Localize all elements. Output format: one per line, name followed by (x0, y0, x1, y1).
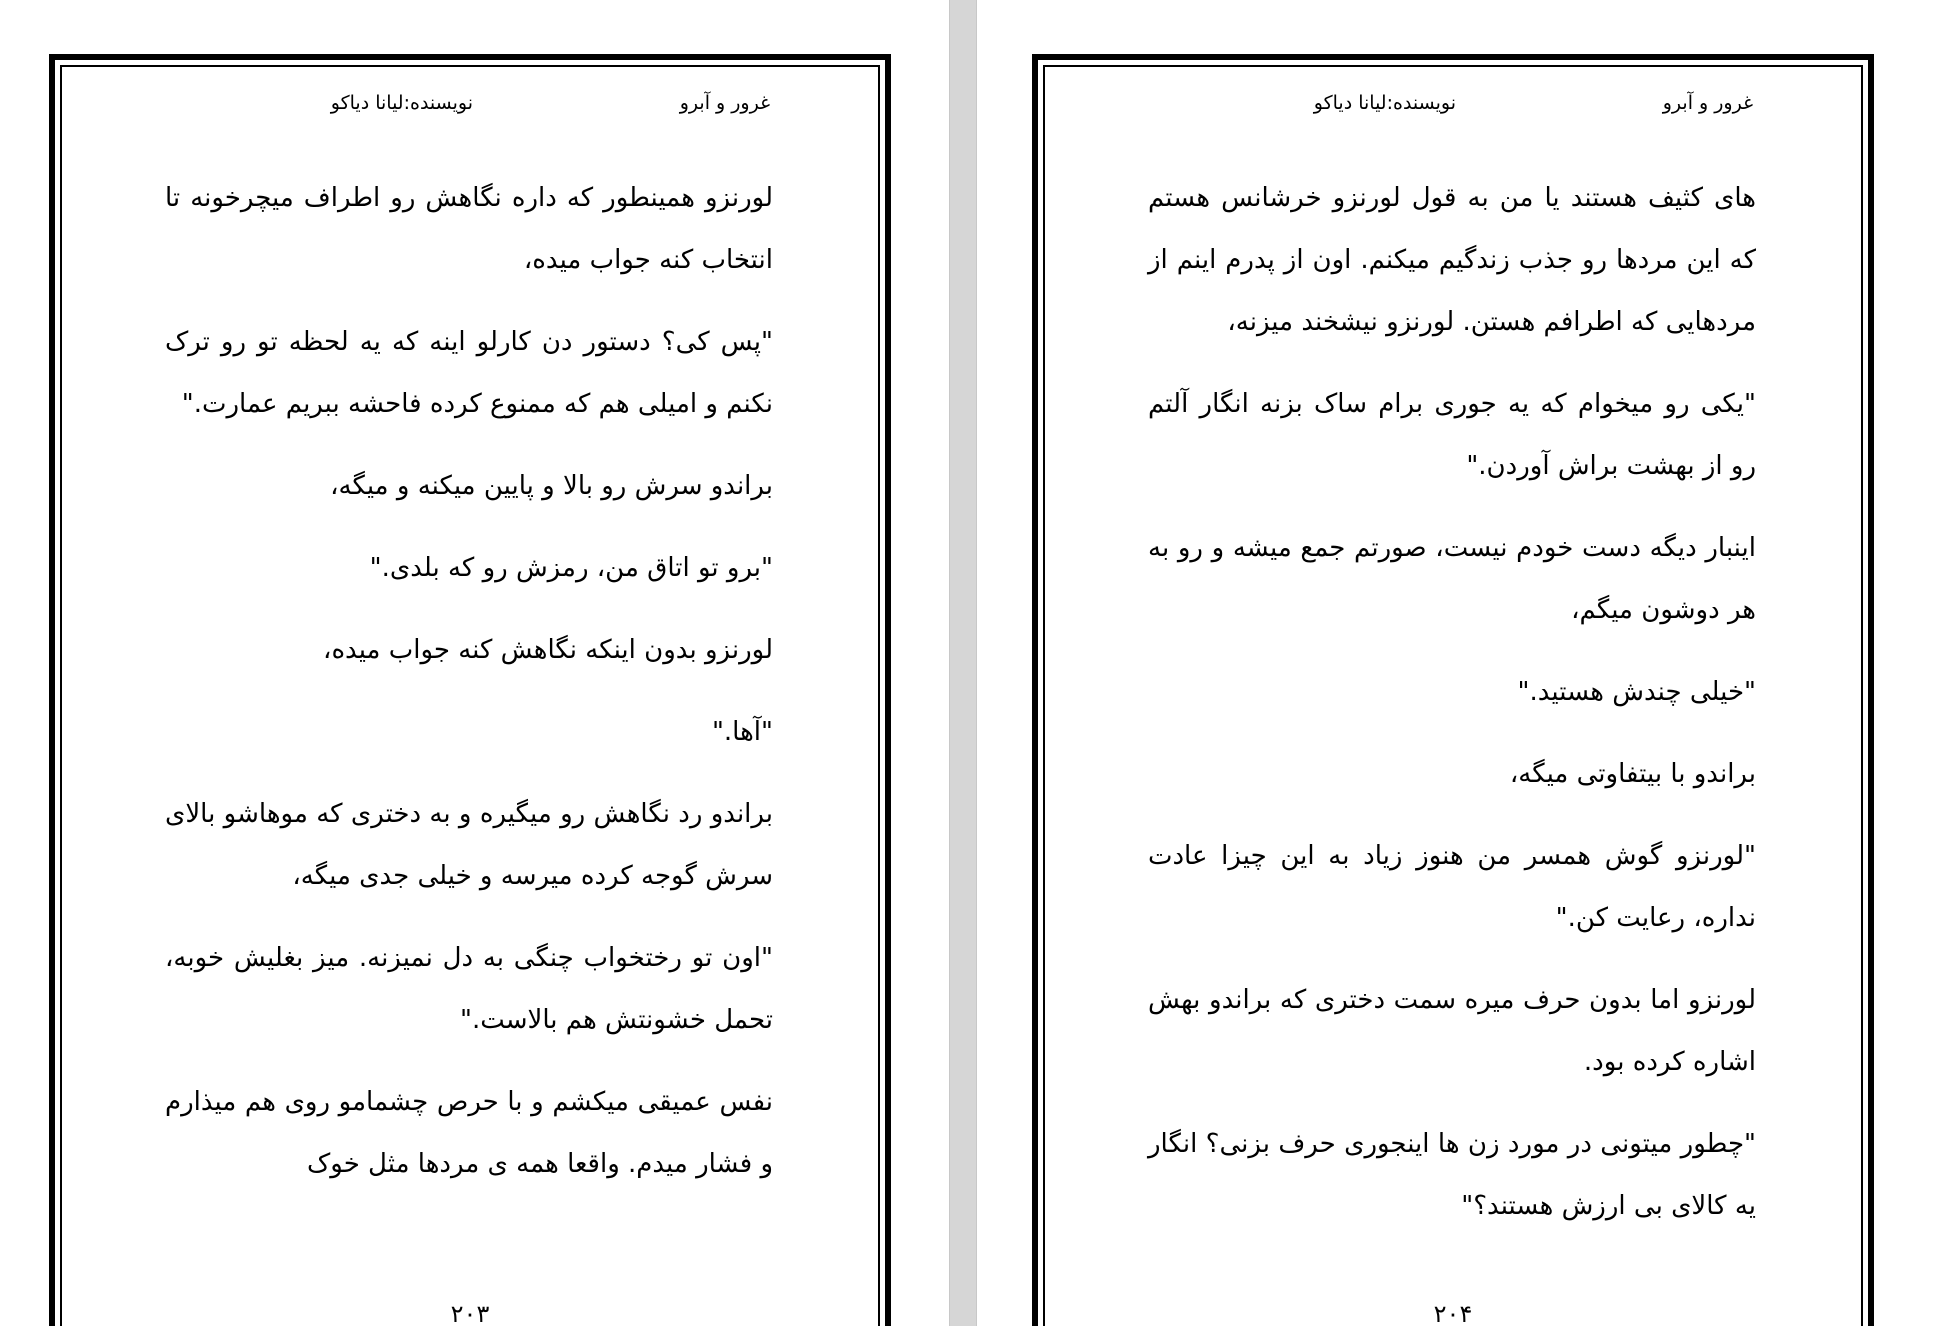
header-author: نویسنده:لیانا دیاکو (1313, 92, 1456, 114)
page-number: ۲۰۳ (450, 1300, 490, 1326)
paragraph: لورنزو بدون اینکه نگاهش کنه جواب میده، (323, 635, 773, 665)
paragraph: لورنزو اما بدون حرف میره سمت دختری که براندو بهش اشاره کرده بود. (1148, 985, 1756, 1077)
paragraph: اینبار دیگه دست خودم نیست، صورتم جمع میشه و رو به هر دوشون میگم، (1148, 533, 1756, 625)
paragraph: "یکی رو میخوام که یه جوری برام ساک بزنه انگار آلتم رو از بهشت براش آوردن." (1148, 389, 1756, 481)
page-body-text (165, 167, 773, 1215)
page-left (49, 54, 891, 1326)
paragraph: براندو سرش رو بالا و پایین میکنه و میگه، (330, 471, 773, 501)
page-gutter (949, 0, 977, 1326)
paragraph: "چطور میتونی در مورد زن ها اینجوری حرف بزنی؟ انگار یه کالای بی ارزش هستند؟" (1148, 1129, 1756, 1221)
paragraph: "پس کی؟ دستور دن کارلو اینه که یه لحظه تو رو ترک نکنم و امیلی هم که ممنوع کرده فاحشه ببریم عمارت." (165, 327, 773, 419)
paragraph: "برو تو اتاق من، رمزش رو که بلدی." (369, 553, 773, 583)
header-book-title: غرور و آبرو (1662, 92, 1753, 114)
paragraph: نفس عمیقی میکشم و با حرص چشمامو روی هم میذارم و فشار میدم. واقعا همه ی مردها مثل خوک (165, 1087, 773, 1179)
paragraph: "آها." (711, 717, 773, 747)
page-right (1032, 54, 1874, 1326)
paragraph: براندو رد نگاهش رو میگیره و به دختری که موهاشو بالای سرش گوجه کرده میرسه و خیلی جدی میگه، (165, 799, 773, 891)
page-number: ۲۰۴ (1433, 1300, 1473, 1326)
paragraph: "خیلی چندش هستید." (1517, 677, 1756, 707)
paragraph: براندو با بیتفاوتی میگه، (1509, 759, 1756, 789)
paragraph: های کثیف هستند یا من به قول لورنزو خرشانس هستم که این مردها رو جذب زندگیم میکنم. اون از پدرم اینم از مردهایی که اطرافم هستن. لورنزو نیشخند میزنه، (1148, 183, 1756, 337)
paragraph: لورنزو همینطور که داره نگاهش رو اطراف میچرخونه تا انتخاب کنه جواب میده، (165, 183, 773, 275)
header-author: نویسنده:لیانا دیاکو (330, 92, 473, 114)
paragraph: "اون تو رختخواب چنگی به دل نمیزنه. میز بغلیش خوبه، تحمل خشونتش هم بالاست." (165, 943, 773, 1035)
header-book-title: غرور و آبرو (679, 92, 770, 114)
page-body-text (1148, 167, 1756, 1257)
paragraph: "لورنزو گوش همسر من هنوز زیاد به این چیزا عادت نداره، رعایت کن." (1148, 841, 1756, 933)
